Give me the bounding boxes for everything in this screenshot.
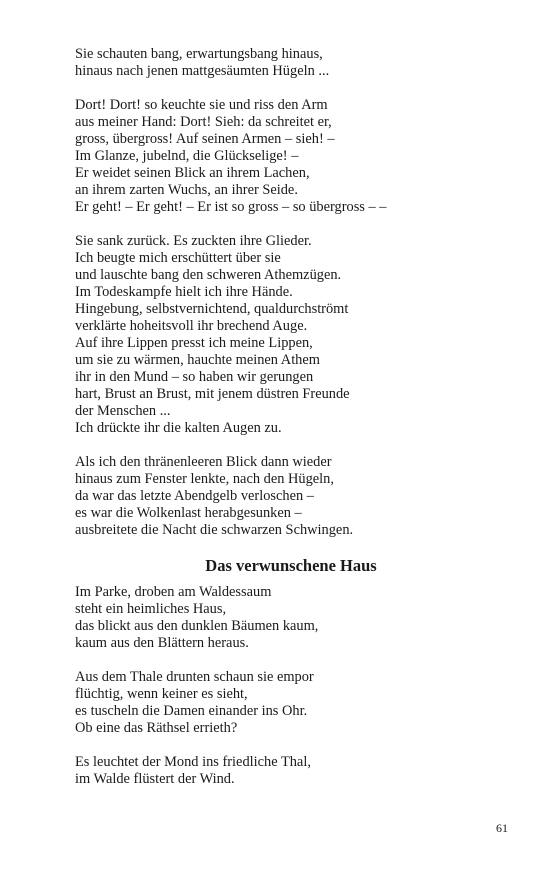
verse-line: Als ich den thränenleeren Blick dann wieder: [75, 454, 332, 470]
verse-line: Ich beugte mich erschüttert über sie: [75, 250, 281, 266]
verse-line: Er geht! – Er geht! – Er ist so gross – so übergross – –: [75, 199, 387, 215]
verse-line: flüchtig, wenn keiner es sieht,: [75, 686, 248, 702]
verse-line: es war die Wolkenlast herabgesunken –: [75, 505, 302, 521]
verse-line: kaum aus den Blättern heraus.: [75, 635, 249, 651]
verse-line: und lauschte bang den schweren Athemzügen.: [75, 267, 342, 283]
verse-line: das blickt aus den dunklen Bäumen kaum,: [75, 618, 319, 634]
stanza: [75, 233, 495, 437]
poem-continuation: [75, 46, 495, 539]
stanza: [75, 669, 495, 737]
verse-line: hart, Brust an Brust, mit jenem düstren Freunde: [75, 386, 350, 402]
verse-line: Im Todeskampfe hielt ich ihre Hände.: [75, 284, 293, 300]
verse-line: es tuscheln die Damen einander ins Ohr.: [75, 703, 308, 719]
verse-line: Ich drückte ihr die kalten Augen zu.: [75, 420, 282, 436]
verse-line: Dort! Dort! so keuchte sie und riss den Arm: [75, 97, 328, 113]
verse-line: Hingebung, selbstvernichtend, qualdurchströmt: [75, 301, 349, 317]
stanza: [75, 46, 495, 80]
verse-line: Aus dem Thale drunten schaun sie empor: [75, 669, 314, 685]
page-body: [75, 46, 495, 788]
verse-line: Im Glanze, jubelnd, die Glückselige! –: [75, 148, 299, 164]
stanza: [75, 454, 495, 539]
poem-das-verwunschene-haus: [75, 556, 495, 788]
verse-line: da war das letzte Abendgelb verloschen –: [75, 488, 314, 504]
verse-line: Es leuchtet der Mond ins friedliche Thal,: [75, 754, 311, 770]
verse-line: ihr in den Mund – so haben wir gerungen: [75, 369, 314, 385]
verse-line: steht ein heimliches Haus,: [75, 601, 227, 617]
verse-line: Ob eine das Räthsel errieth?: [75, 720, 238, 736]
verse-line: Sie schauten bang, erwartungsbang hinaus,: [75, 46, 323, 62]
verse-line: Sie sank zurück. Es zuckten ihre Glieder.: [75, 233, 312, 249]
verse-line: hinaus zum Fenster lenkte, nach den Hügeln,: [75, 471, 334, 487]
page-number: 61: [496, 821, 508, 835]
verse-line: im Walde flüstert der Wind.: [75, 771, 235, 787]
verse-line: Er weidet seinen Blick an ihrem Lachen,: [75, 165, 310, 181]
verse-line: um sie zu wärmen, hauchte meinen Athem: [75, 352, 320, 368]
verse-line: gross, übergross! Auf seinen Armen – sieh! –: [75, 131, 335, 147]
verse-line: verklärte hoheitsvoll ihr brechend Auge.: [75, 318, 308, 334]
verse-line: der Menschen ...: [75, 403, 171, 419]
verse-line: Auf ihre Lippen presst ich meine Lippen,: [75, 335, 313, 351]
verse-line: hinaus nach jenen mattgesäumten Hügeln ...: [75, 63, 330, 79]
verse-line: Im Parke, droben am Waldessaum: [75, 584, 272, 600]
verse-line: aus meiner Hand: Dort! Sieh: da schreitet er,: [75, 114, 332, 130]
verse-line: ausbreitete die Nacht die schwarzen Schwingen.: [75, 522, 354, 538]
poem-title: Das verwunschene Haus: [205, 556, 377, 575]
stanza: [75, 754, 495, 788]
stanza: [75, 584, 495, 652]
stanza: [75, 97, 495, 216]
verse-line: an ihrem zarten Wuchs, an ihrer Seide.: [75, 182, 298, 198]
